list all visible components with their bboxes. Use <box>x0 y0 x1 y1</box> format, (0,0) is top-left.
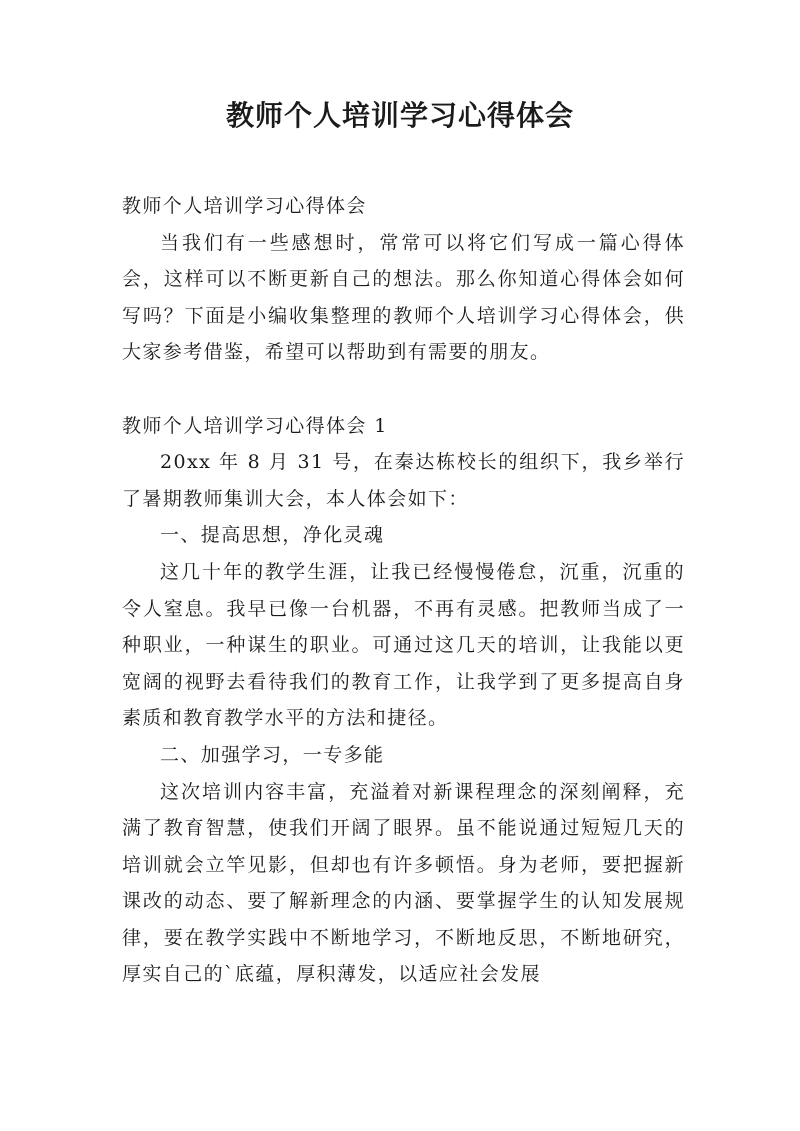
section1-paragraph-3: 这次培训内容丰富，充溢着对新课程理念的深刻阐释，充满了教育智慧，使我们开阔了眼界。虽不能说通过短短几天的培训就会立竿见影，但却也有许多顿悟。身为老师，要把握新课改的动态、要了解新理念的内涵、要掌握学生的认知发展规律，要在教学实践中不断地学习，不断地反思，不断地研究，厚实自己的`底蕴，厚积薄发，以适应社会发展 <box>122 780 685 986</box>
section1-paragraph-2: 这几十年的教学生涯，让我已经慢慢倦怠，沉重，沉重的令人窒息。我早已像一台机器，不再有灵感。把教师当成了一种职业，一种谋生的职业。可通过这几天的培训，让我能以更宽阔的视野去看待我们的教育工作，让我学到了更多提高自身素质和教育教学水平的方法和捷径。 <box>122 560 685 730</box>
section1-heading: 教师个人培训学习心得体会 1 <box>122 414 388 437</box>
intro-paragraph: 当我们有一些感想时，常常可以将它们写成一篇心得体会，这样可以不断更新自己的想法。那么你知道心得体会如何写吗？下面是小编收集整理的教师个人培训学习心得体会，供大家参考借鉴，希望可以帮助到有需要的朋友。 <box>122 231 685 364</box>
subheading-1: 一、提高思想，净化灵魂 <box>160 524 385 547</box>
section1-paragraph-1: 20xx 年 8 月 31 号，在秦达栋校长的组织下，我乡举行了暑期教师集训大会，本人体会如下： <box>122 451 685 510</box>
paragraph-spacer <box>122 371 685 408</box>
document-body <box>122 188 685 993</box>
subheading-2: 二、加强学习，一专多能 <box>160 743 385 766</box>
intro-heading: 教师个人培训学习心得体会 <box>122 195 367 217</box>
document-title: 教师个人培训学习心得体会 <box>225 99 574 132</box>
